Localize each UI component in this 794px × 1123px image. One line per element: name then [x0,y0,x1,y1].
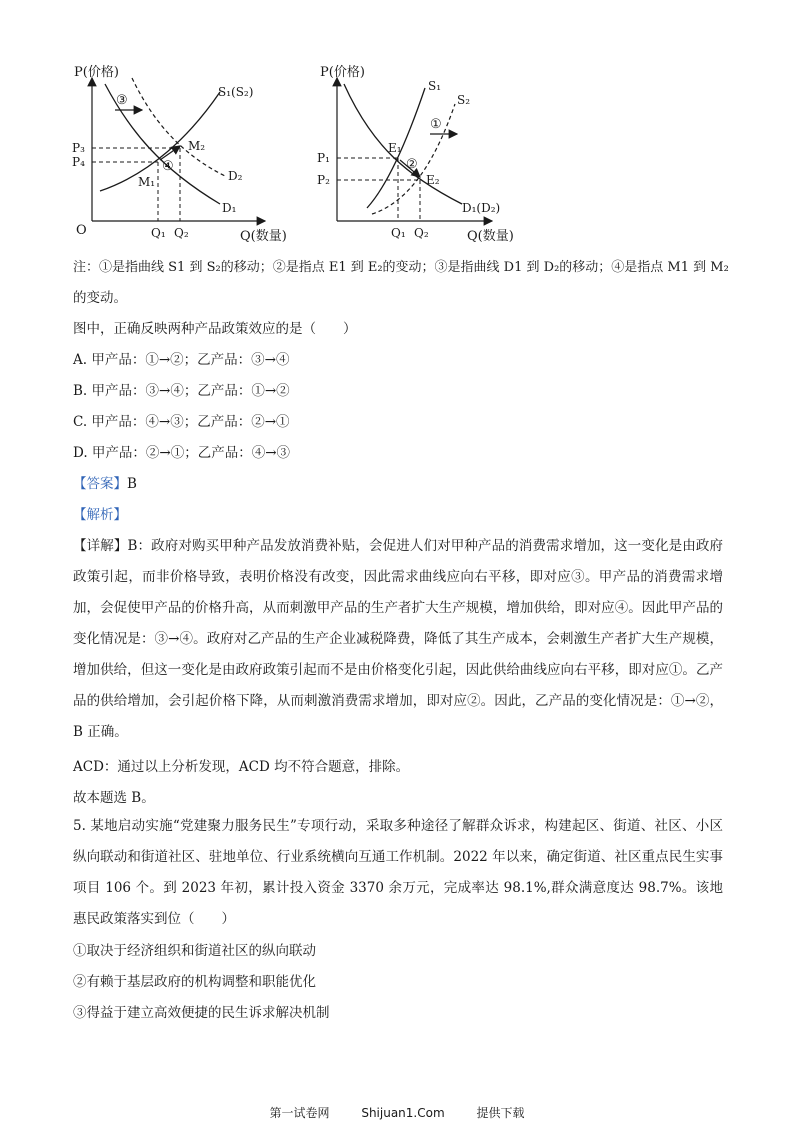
right-supply-demand-diagram [312,56,537,248]
left-m1-label: M₁ [138,175,156,189]
answer-row [73,474,137,494]
right-d-label: D₁(D₂) [462,201,501,215]
acd-explanation: ACD：通过以上分析发现，ACD 均不符合题意，排除。 [73,759,410,775]
footer-tagline: 提供下载 [476,1106,525,1120]
footer-site-name: 第一试卷网 [269,1106,330,1120]
left-m2-label: M₂ [188,139,206,153]
option-c: C. 甲产品：④→③；乙产品：②→① [73,414,290,430]
question-5-stem: 5. 某地启动实施“党建聚力服务民生”专项行动，采取多种途径了解群众诉求，构建起区、街道、社区、小区纵向联动和街道社区、驻地单位、行业系统横向互通工作机制。2022 年以来，确定街道、社区重点民生实事项目 106 个。到 2023 年初，累计投入资金 3370 余万元，完成率达 98.1%,群众满意度达 98.7%。该地惠民政策落实到位（ ） [73,818,723,927]
conclusion: 故本题选 B。 [73,790,155,806]
right-s1-label: S₁ [428,79,442,93]
footer-domain[interactable]: Shijuan1.Com [361,1106,445,1120]
page-footer [0,1104,794,1121]
analysis-label: 【解析】 [73,507,127,523]
left-d2-curve [132,78,225,176]
q5-option-2: ②有赖于基层政府的机构调整和职能优化 [73,974,316,990]
right-mark-2: ② [406,157,418,172]
left-y-axis-label: P(价格) [74,65,119,80]
left-p3-label: P₃ [72,141,85,155]
note-line-1: 注：①是指曲线 S1 到 S₂的移动；②是指点 E1 到 E₂的变动；③是指曲线 D1 到 D₂的移动；④是指点 M1 到 M₂ [73,260,729,275]
left-p4-label: P₄ [72,155,85,169]
right-e2-label: E₂ [426,173,440,187]
right-x-axis-label: Q(数量) [467,229,514,244]
right-y-axis-label: P(价格) [320,65,365,80]
detail-text: B：政府对购买甲种产品发放消费补贴，会促进人们对甲种产品的消费需求增加，这一变化是由政府政策引起，而非价格导致，表明价格没有改变，因此需求曲线应向右平移，即对应③。甲产品的消费需求增加，会促使甲产品的价格升高，从而刺激甲产品的生产者扩大生产规模，增加供给，即对应④。因此甲产品的变化情况是：③→④。政府对乙产品的生产企业减税降费，降低了其生产成本，会刺激生产者扩大生产规模，增加供给，但这一变化是由政府政策引起而不是由价格变化引起，因此供给曲线应向右平移，即对应①。乙产品的供给增加，会引起价格下降，从而刺激消费需求增加，即对应②。因此，乙产品的变化情况是：①→②，B 正确。 [73,538,724,740]
answer-label: 【答案】 [73,476,127,492]
detail-paragraph [73,531,723,748]
detail-label: 【详解】 [73,538,128,554]
right-q1-label: Q₁ [391,226,406,240]
right-s2-label: S₂ [457,93,471,107]
right-q2-label: Q₂ [414,226,429,240]
answer-value: B [127,476,137,492]
left-s-label: S₁(S₂) [218,85,254,99]
right-e1-label: E₁ [388,141,402,155]
left-x-axis-label: Q(数量) [240,229,287,244]
left-mark-4: ④ [162,159,174,174]
right-mark-1: ① [430,117,442,132]
question-stem: 图中，正确反映两种产品政策效应的是（ ） [73,321,357,337]
left-supply-demand-diagram [70,56,310,248]
right-p2-label: P₂ [317,173,330,187]
left-origin-label: O [76,223,87,238]
analysis-row [73,505,127,525]
left-q1-label: Q₁ [151,226,166,240]
left-q2-label: Q₂ [174,226,189,240]
option-a: A. 甲产品：①→②；乙产品：③→④ [73,352,290,368]
option-d: D. 甲产品：②→①；乙产品：④→③ [73,445,291,461]
q5-option-1: ①取决于经济组织和街道社区的纵向联动 [73,943,316,959]
note-line-2: 的变动。 [73,290,127,306]
option-b: B. 甲产品：③→④；乙产品：①→② [73,383,290,399]
left-d1-label: D₁ [222,201,237,215]
right-d-curve [344,84,462,204]
right-p1-label: P₁ [317,151,330,165]
left-d2-label: D₂ [228,169,243,183]
left-mark-3: ③ [116,93,128,108]
q5-option-3: ③得益于建立高效便捷的民生诉求解决机制 [73,1005,330,1021]
